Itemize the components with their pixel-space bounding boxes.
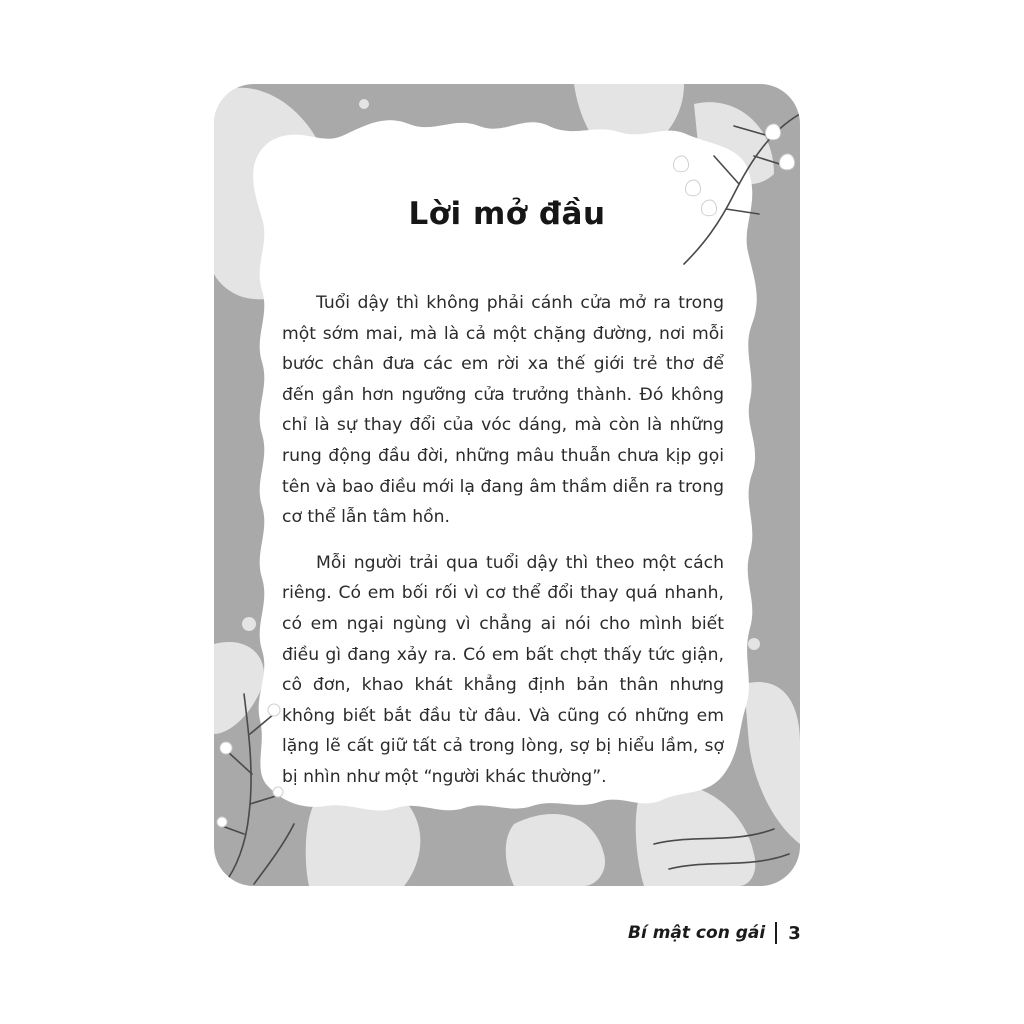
body-text <box>282 288 724 808</box>
page-footer <box>628 917 801 949</box>
footer-divider <box>775 922 777 944</box>
page-number: 3 <box>788 922 801 944</box>
book-title: Bí mật con gái <box>628 923 766 943</box>
paragraph-1: Tuổi dậy thì không phải cánh cửa mở ra trong một sớm mai, mà là cả một chặng đường, nơi mỗi bước chân đưa các em rời xa thế giới trẻ thơ để đến gần hơn ngưỡng cửa trưởng thành. Đó không chỉ là sự thay đổi của vóc dáng, mà còn là những rung động đầu đời, những mâu thuẫn chưa kịp gọi tên và bao điều mới lạ đang âm thầm diễn ra trong cơ thể lẫn tâm hồn. <box>282 293 724 528</box>
page-title: Lời mở đầu <box>408 196 606 232</box>
paragraph-2: Mỗi người trải qua tuổi dậy thì theo một cách riêng. Có em bối rối vì cơ thể đổi thay quá nhanh, có em ngại ngùng vì chẳng ai nói cho mình biết điều gì đang xảy ra. Có em bất chợt thấy tức giận, cô đơn, khao khát khẳng định bản thân nhưng không biết bắt đầu từ đâu. Và cũng có những em lặng lẽ cất giữ tất cả trong lòng, sợ bị hiểu lầm, sợ bị nhìn như một “người khác thường”. <box>282 552 724 787</box>
text-area <box>214 84 800 886</box>
decorative-frame <box>214 84 800 886</box>
